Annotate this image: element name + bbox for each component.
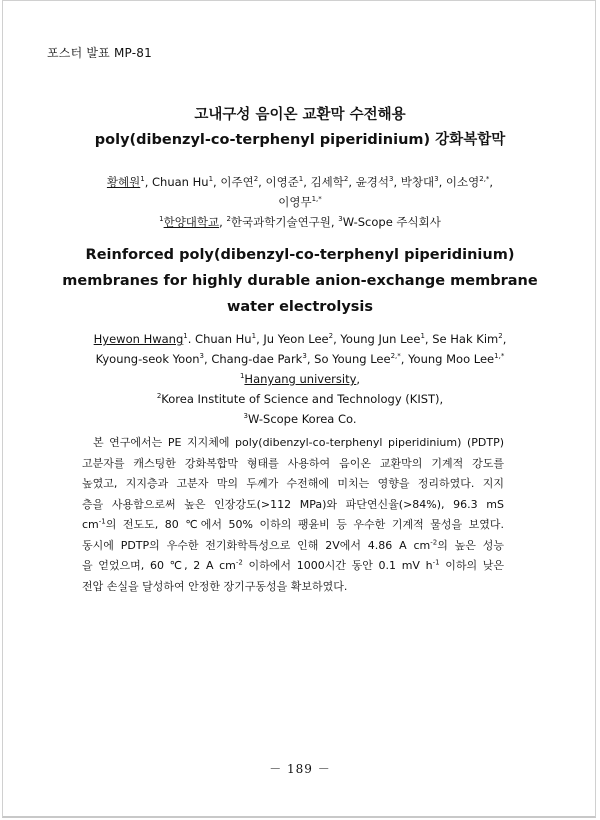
entry-sup: 3 <box>199 352 204 361</box>
entry-sup: 1 <box>251 332 257 341</box>
english-authors <box>30 329 570 429</box>
entry-separator: , <box>393 175 401 189</box>
author-name: 이영무 <box>278 195 312 209</box>
text: 이하에서 1000시간 동안 0.1 mV h <box>242 559 433 572</box>
list-entry <box>96 352 212 366</box>
entry-separator: , <box>258 175 266 189</box>
english-title-line-2: membranes for highly durable anion-exchange membrane <box>62 273 538 289</box>
entry-name: Chuan Hu <box>195 332 252 346</box>
entry-sup: 3 <box>434 175 439 184</box>
entry-name: So Young Lee <box>314 352 391 366</box>
english-author-line-2 <box>30 349 570 369</box>
entry-name: Chuan Hu <box>152 175 209 189</box>
list-entry <box>340 332 432 346</box>
entry-sup: 3 <box>338 215 343 224</box>
text: 을 얻었으며, 60 ℃, 2 A cm <box>82 559 236 572</box>
list-entry <box>265 175 310 189</box>
abstract-line-6 <box>82 536 504 557</box>
list-entry <box>211 352 314 366</box>
list-entry <box>311 175 356 189</box>
korean-author-last <box>40 192 560 212</box>
english-affiliation-3 <box>30 409 570 429</box>
list-entry <box>159 215 226 229</box>
list-entry <box>220 175 265 189</box>
entry-separator: , <box>144 175 153 189</box>
affil-sup: 3 <box>243 412 248 421</box>
entry-name: 황혜원 <box>106 175 141 189</box>
sup: -2 <box>235 558 243 567</box>
entry-separator: , <box>204 352 212 366</box>
english-affiliation-2 <box>30 389 570 409</box>
abstract-line-1: 본 연구에서는 PE 지지체에 poly(dibenzyl-co-terphenyl piperidinium) (PDTP) <box>93 436 504 449</box>
entry-name: 이영준 <box>265 175 299 189</box>
entry-name: Ju Yeon Lee <box>263 332 329 346</box>
author-sup: 1,* <box>311 195 322 204</box>
entry-separator: , <box>333 332 341 346</box>
entry-separator: , <box>213 175 221 189</box>
entry-name: 이소영 <box>445 175 480 189</box>
list-entry <box>356 175 401 189</box>
abstract-line-8: 전압 손실을 달성하여 안정한 장기구동성을 확보하였다. <box>82 579 348 593</box>
text: 의 전도도, 80 ℃에서 50% 이하의 팽윤비 등 우수한 기계적 물성을 보였다. <box>105 518 504 531</box>
entry-sup: 1 <box>183 332 188 341</box>
sup: -1 <box>432 558 440 567</box>
korean-authors <box>40 172 560 232</box>
list-entry <box>195 332 263 346</box>
english-author-line-1 <box>30 329 570 349</box>
abstract-line-4: 층을 사용함으로써 높은 인장강도(>112 MPa)와 파단연신율(>84%), 96.3 mS <box>82 497 504 511</box>
entry-sup: 1 <box>420 332 425 341</box>
entry-sup: 1,* <box>494 352 505 361</box>
entry-name: Kyoung-seok Yoon <box>95 352 200 366</box>
abstract-line-5 <box>82 515 504 536</box>
english-title <box>30 242 570 320</box>
list-entry <box>408 352 504 366</box>
english-affiliation-1 <box>30 369 570 389</box>
entry-separator: , <box>489 175 494 189</box>
entry-sup: 1 <box>140 175 145 184</box>
entry-sup: 3 <box>302 352 307 361</box>
sup: -2 <box>430 537 438 546</box>
list-entry <box>338 215 441 229</box>
korean-affiliations <box>40 212 560 232</box>
entry-sup: 2 <box>253 175 259 184</box>
list-entry <box>107 175 152 189</box>
entry-separator: , <box>256 332 264 346</box>
list-entry <box>401 175 446 189</box>
entry-name: Chang-dae Park <box>211 352 303 366</box>
entry-name: 한국과학기술연구원 <box>230 215 331 229</box>
korean-title-line-2: poly(dibenzyl-co-terphenyl piperidinium) 강화복합막 <box>94 132 506 148</box>
entry-name: W-Scope 주식회사 <box>342 215 441 229</box>
abstract-line-7 <box>82 556 504 577</box>
affil-sup: 1 <box>239 372 245 381</box>
list-entry <box>263 332 340 346</box>
entry-name: Se Hak Kim <box>432 332 499 346</box>
session-tag: 포스터 발표 MP-81 <box>47 46 152 60</box>
entry-name: 이주연 <box>220 175 254 189</box>
entry-sup: 1 <box>159 215 164 224</box>
affil-name: Korea Institute of Science and Technology (KIST), <box>161 392 444 406</box>
text: 이하의 낮은 <box>439 559 505 572</box>
abstract-line-3: 높였고, 지지층과 고분자 막의 두께가 수전해에 미치는 영향을 정리하였다. 지지 <box>82 477 504 490</box>
affil-sup: 2 <box>156 392 162 401</box>
entry-sup: 2 <box>226 215 231 224</box>
entry-name: 박창대 <box>400 175 435 189</box>
sup: -1 <box>98 517 106 526</box>
english-title-line-3: water electrolysis <box>226 299 374 315</box>
list-entry <box>446 175 493 189</box>
entry-sup: 2,* <box>479 175 490 184</box>
abstract <box>82 433 504 597</box>
text: 의 높은 성능 <box>437 538 505 552</box>
entry-sup: 1 <box>298 175 304 184</box>
entry-sup: 1 <box>208 175 214 184</box>
korean-title <box>40 103 560 153</box>
entry-separator: , <box>438 175 446 189</box>
list-entry <box>152 175 220 189</box>
entry-separator: , <box>219 215 227 229</box>
entry-sup: 2,* <box>390 352 401 361</box>
text: cm <box>82 518 99 531</box>
affil-name: Hanyang university <box>244 372 357 386</box>
affil-suffix: , <box>356 372 361 386</box>
entry-name: Hyewon Hwang <box>93 332 184 346</box>
entry-separator: , <box>424 332 433 346</box>
entry-separator: , <box>400 352 409 366</box>
entry-name: Young Jun Lee <box>340 332 421 346</box>
entry-separator: , <box>502 332 507 346</box>
entry-name: 한양대학교 <box>163 215 220 229</box>
list-entry <box>94 332 195 346</box>
entry-sup: 3 <box>389 175 394 184</box>
entry-name: 윤경석 <box>355 175 390 189</box>
list-entry <box>314 352 408 366</box>
english-title-line-1: Reinforced poly(dibenzyl-co-terphenyl piperidinium) <box>85 247 515 263</box>
list-entry <box>432 332 506 346</box>
entry-separator: . <box>187 332 196 346</box>
list-entry <box>226 215 338 229</box>
entry-sup: 2 <box>343 175 349 184</box>
entry-name: 김세학 <box>310 175 344 189</box>
entry-sup: 2 <box>328 332 334 341</box>
korean-title-line-1: 고내구성 음이온 교환막 수전해용 <box>194 107 406 123</box>
entry-separator: , <box>348 175 356 189</box>
affil-name: W-Scope Korea Co. <box>247 412 357 426</box>
abstract-line-2: 고분자를 캐스팅한 강화복합막 형태를 사용하여 음이온 교환막의 기계적 강도를 <box>82 456 504 470</box>
entry-name: Young Moo Lee <box>408 352 495 366</box>
entry-sup: 2 <box>498 332 503 341</box>
page-number: － 189 － <box>269 762 331 776</box>
text: 동시에 PDTP의 우수한 전기화학특성으로 인해 2V에서 4.86 A cm <box>82 538 431 552</box>
korean-author-list <box>40 172 560 192</box>
entry-separator: , <box>306 352 315 366</box>
entry-separator: , <box>330 215 339 229</box>
entry-separator: , <box>303 175 311 189</box>
